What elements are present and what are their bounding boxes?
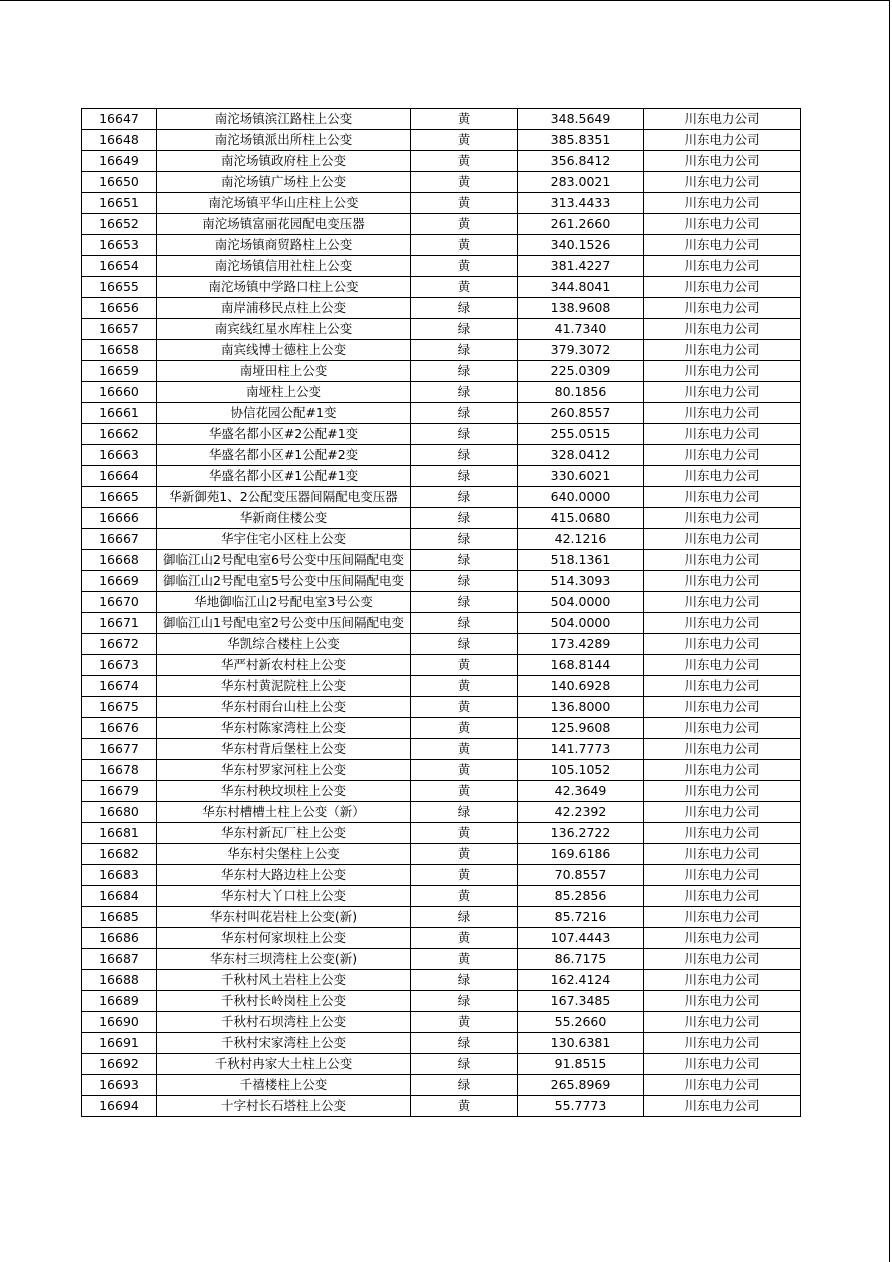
cell-id: 16651 — [82, 193, 157, 214]
table-row — [82, 1096, 801, 1117]
cell-company: 川东电力公司 — [644, 277, 801, 298]
cell-color: 绿 — [411, 613, 518, 634]
cell-value: 348.5649 — [518, 109, 644, 130]
cell-company: 川东电力公司 — [644, 487, 801, 508]
cell-company: 川东电力公司 — [644, 466, 801, 487]
cell-company: 川东电力公司 — [644, 424, 801, 445]
cell-value: 140.6928 — [518, 676, 644, 697]
cell-color: 黄 — [411, 760, 518, 781]
cell-value: 356.8412 — [518, 151, 644, 172]
cell-id: 16674 — [82, 676, 157, 697]
cell-value: 640.0000 — [518, 487, 644, 508]
cell-id: 16690 — [82, 1012, 157, 1033]
cell-name: 华东村槽槽土柱上公变（新） — [157, 802, 411, 823]
cell-name: 御临江山1号配电室2号公变中压间隔配电变 — [157, 613, 411, 634]
cell-color: 绿 — [411, 382, 518, 403]
cell-name: 南沱场镇滨江路柱上公变 — [157, 109, 411, 130]
table-row — [82, 214, 801, 235]
table-row — [82, 655, 801, 676]
cell-id: 16661 — [82, 403, 157, 424]
table-row — [82, 697, 801, 718]
cell-value: 41.7340 — [518, 319, 644, 340]
table-row — [82, 361, 801, 382]
table-row — [82, 781, 801, 802]
cell-color: 黄 — [411, 676, 518, 697]
cell-company: 川东电力公司 — [644, 991, 801, 1012]
cell-color: 黄 — [411, 1096, 518, 1117]
cell-id: 16677 — [82, 739, 157, 760]
cell-value: 504.0000 — [518, 613, 644, 634]
cell-company: 川东电力公司 — [644, 151, 801, 172]
cell-color: 黄 — [411, 823, 518, 844]
table-row — [82, 718, 801, 739]
cell-color: 绿 — [411, 529, 518, 550]
cell-company: 川东电力公司 — [644, 298, 801, 319]
cell-company: 川东电力公司 — [644, 823, 801, 844]
cell-name: 华东村三坝湾柱上公变(新) — [157, 949, 411, 970]
table-row — [82, 298, 801, 319]
cell-company: 川东电力公司 — [644, 676, 801, 697]
cell-value: 105.1052 — [518, 760, 644, 781]
cell-id: 16655 — [82, 277, 157, 298]
table-row — [82, 193, 801, 214]
cell-color: 黄 — [411, 718, 518, 739]
cell-company: 川东电力公司 — [644, 1075, 801, 1096]
cell-id: 16665 — [82, 487, 157, 508]
cell-value: 167.3485 — [518, 991, 644, 1012]
cell-color: 绿 — [411, 298, 518, 319]
cell-value: 381.4227 — [518, 256, 644, 277]
cell-name: 华东村罗家河柱上公变 — [157, 760, 411, 781]
cell-name: 华东村大路边柱上公变 — [157, 865, 411, 886]
cell-value: 42.2392 — [518, 802, 644, 823]
table-row — [82, 508, 801, 529]
cell-color: 黄 — [411, 844, 518, 865]
cell-company: 川东电力公司 — [644, 571, 801, 592]
cell-id: 16679 — [82, 781, 157, 802]
table-row — [82, 823, 801, 844]
cell-name: 南沱场镇派出所柱上公变 — [157, 130, 411, 151]
cell-name: 南宾线博士德柱上公变 — [157, 340, 411, 361]
cell-value: 415.0680 — [518, 508, 644, 529]
cell-color: 黄 — [411, 256, 518, 277]
table-row — [82, 928, 801, 949]
table-row — [82, 130, 801, 151]
cell-color: 绿 — [411, 802, 518, 823]
cell-company: 川东电力公司 — [644, 256, 801, 277]
cell-value: 86.7175 — [518, 949, 644, 970]
cell-company: 川东电力公司 — [644, 550, 801, 571]
cell-id: 16668 — [82, 550, 157, 571]
cell-color: 绿 — [411, 550, 518, 571]
cell-value: 330.6021 — [518, 466, 644, 487]
cell-name: 华东村新瓦厂柱上公变 — [157, 823, 411, 844]
cell-name: 南岸浦移民点柱上公变 — [157, 298, 411, 319]
cell-name: 南垭田柱上公变 — [157, 361, 411, 382]
cell-id: 16666 — [82, 508, 157, 529]
cell-company: 川东电力公司 — [644, 130, 801, 151]
cell-name: 华凯综合楼柱上公变 — [157, 634, 411, 655]
cell-company: 川东电力公司 — [644, 613, 801, 634]
cell-name: 南沱场镇商贸路柱上公变 — [157, 235, 411, 256]
cell-id: 16685 — [82, 907, 157, 928]
cell-color: 黄 — [411, 193, 518, 214]
table-row — [82, 592, 801, 613]
cell-company: 川东电力公司 — [644, 340, 801, 361]
cell-id: 16660 — [82, 382, 157, 403]
cell-color: 绿 — [411, 592, 518, 613]
table-row — [82, 634, 801, 655]
cell-name: 华东村尖堡柱上公变 — [157, 844, 411, 865]
cell-value: 85.2856 — [518, 886, 644, 907]
table-row — [82, 151, 801, 172]
cell-color: 绿 — [411, 634, 518, 655]
cell-company: 川东电力公司 — [644, 1012, 801, 1033]
cell-name: 华东村黄泥院柱上公变 — [157, 676, 411, 697]
table-row — [82, 613, 801, 634]
table-row — [82, 319, 801, 340]
cell-company: 川东电力公司 — [644, 844, 801, 865]
cell-name: 华宇住宅小区柱上公变 — [157, 529, 411, 550]
table-row — [82, 1012, 801, 1033]
cell-name: 协信花园公配#1变 — [157, 403, 411, 424]
table-row — [82, 172, 801, 193]
cell-color: 绿 — [411, 508, 518, 529]
cell-value: 265.8969 — [518, 1075, 644, 1096]
cell-name: 华盛名都小区#1公配#1变 — [157, 466, 411, 487]
cell-company: 川东电力公司 — [644, 802, 801, 823]
cell-value: 261.2660 — [518, 214, 644, 235]
cell-company: 川东电力公司 — [644, 592, 801, 613]
cell-value: 42.3649 — [518, 781, 644, 802]
cell-id: 16654 — [82, 256, 157, 277]
cell-color: 黄 — [411, 928, 518, 949]
cell-name: 千禧楼柱上公变 — [157, 1075, 411, 1096]
cell-id: 16657 — [82, 319, 157, 340]
cell-id: 16653 — [82, 235, 157, 256]
cell-color: 黄 — [411, 151, 518, 172]
cell-value: 162.4124 — [518, 970, 644, 991]
cell-name: 御临江山2号配电室6号公变中压间隔配电变 — [157, 550, 411, 571]
cell-name: 华盛名都小区#2公配#1变 — [157, 424, 411, 445]
table-row — [82, 739, 801, 760]
cell-id: 16680 — [82, 802, 157, 823]
cell-id: 16693 — [82, 1075, 157, 1096]
cell-company: 川东电力公司 — [644, 634, 801, 655]
table-row — [82, 382, 801, 403]
cell-color: 绿 — [411, 319, 518, 340]
table-row — [82, 571, 801, 592]
table-row — [82, 1054, 801, 1075]
table-row — [82, 907, 801, 928]
cell-color: 绿 — [411, 571, 518, 592]
cell-color: 绿 — [411, 466, 518, 487]
cell-name: 十字村长石塔柱上公变 — [157, 1096, 411, 1117]
cell-color: 黄 — [411, 1012, 518, 1033]
cell-id: 16688 — [82, 970, 157, 991]
table-row — [82, 991, 801, 1012]
cell-id: 16687 — [82, 949, 157, 970]
cell-name: 南宾线红星水库柱上公变 — [157, 319, 411, 340]
cell-name: 华东村大丫口柱上公变 — [157, 886, 411, 907]
cell-company: 川东电力公司 — [644, 1033, 801, 1054]
cell-company: 川东电力公司 — [644, 886, 801, 907]
cell-color: 绿 — [411, 907, 518, 928]
cell-id: 16669 — [82, 571, 157, 592]
table-body — [82, 109, 801, 1117]
cell-color: 绿 — [411, 1033, 518, 1054]
cell-name: 南垭柱上公变 — [157, 382, 411, 403]
table-row — [82, 760, 801, 781]
cell-name: 千秋村长岭岗柱上公变 — [157, 991, 411, 1012]
cell-value: 91.8515 — [518, 1054, 644, 1075]
cell-value: 85.7216 — [518, 907, 644, 928]
cell-name: 华新御苑1、2公配变压器间隔配电变压器 — [157, 487, 411, 508]
cell-company: 川东电力公司 — [644, 235, 801, 256]
cell-id: 16656 — [82, 298, 157, 319]
cell-company: 川东电力公司 — [644, 655, 801, 676]
cell-company: 川东电力公司 — [644, 949, 801, 970]
cell-company: 川东电力公司 — [644, 970, 801, 991]
cell-id: 16676 — [82, 718, 157, 739]
cell-name: 华东村背后堡柱上公变 — [157, 739, 411, 760]
cell-company: 川东电力公司 — [644, 697, 801, 718]
cell-color: 绿 — [411, 1054, 518, 1075]
cell-value: 379.3072 — [518, 340, 644, 361]
cell-id: 16649 — [82, 151, 157, 172]
data-table — [81, 108, 801, 1117]
cell-color: 绿 — [411, 445, 518, 466]
cell-value: 80.1856 — [518, 382, 644, 403]
cell-value: 138.9608 — [518, 298, 644, 319]
cell-name: 南沱场镇平华山庄柱上公变 — [157, 193, 411, 214]
cell-color: 黄 — [411, 865, 518, 886]
cell-company: 川东电力公司 — [644, 382, 801, 403]
cell-name: 华严村新农村柱上公变 — [157, 655, 411, 676]
cell-name: 华东村何家坝柱上公变 — [157, 928, 411, 949]
table-row — [82, 949, 801, 970]
cell-color: 黄 — [411, 949, 518, 970]
cell-id: 16662 — [82, 424, 157, 445]
cell-value: 313.4433 — [518, 193, 644, 214]
cell-value: 260.8557 — [518, 403, 644, 424]
cell-company: 川东电力公司 — [644, 1096, 801, 1117]
cell-company: 川东电力公司 — [644, 760, 801, 781]
cell-id: 16692 — [82, 1054, 157, 1075]
table-row — [82, 235, 801, 256]
cell-color: 黄 — [411, 697, 518, 718]
cell-value: 55.7773 — [518, 1096, 644, 1117]
cell-value: 107.4443 — [518, 928, 644, 949]
cell-value: 173.4289 — [518, 634, 644, 655]
cell-name: 华东村陈家湾柱上公变 — [157, 718, 411, 739]
cell-company: 川东电力公司 — [644, 193, 801, 214]
cell-value: 136.8000 — [518, 697, 644, 718]
cell-color: 黄 — [411, 109, 518, 130]
cell-name: 御临江山2号配电室5号公变中压间隔配电变 — [157, 571, 411, 592]
cell-color: 绿 — [411, 424, 518, 445]
table-row — [82, 844, 801, 865]
cell-company: 川东电力公司 — [644, 907, 801, 928]
cell-value: 283.0021 — [518, 172, 644, 193]
cell-id: 16681 — [82, 823, 157, 844]
cell-name: 南沱场镇广场柱上公变 — [157, 172, 411, 193]
cell-name: 南沱场镇富丽花园配电变压器 — [157, 214, 411, 235]
cell-id: 16659 — [82, 361, 157, 382]
cell-name: 千秋村冉家大土柱上公变 — [157, 1054, 411, 1075]
table-row — [82, 676, 801, 697]
cell-id: 16684 — [82, 886, 157, 907]
cell-id: 16647 — [82, 109, 157, 130]
cell-color: 绿 — [411, 1075, 518, 1096]
cell-color: 黄 — [411, 214, 518, 235]
cell-company: 川东电力公司 — [644, 172, 801, 193]
cell-name: 千秋村风土岩柱上公变 — [157, 970, 411, 991]
cell-color: 黄 — [411, 781, 518, 802]
table-row — [82, 403, 801, 424]
cell-id: 16691 — [82, 1033, 157, 1054]
table-row — [82, 1075, 801, 1096]
cell-value: 340.1526 — [518, 235, 644, 256]
cell-name: 华东村叫花岩柱上公变(新) — [157, 907, 411, 928]
cell-name: 千秋村宋家湾柱上公变 — [157, 1033, 411, 1054]
cell-id: 16673 — [82, 655, 157, 676]
cell-color: 黄 — [411, 235, 518, 256]
table-row — [82, 550, 801, 571]
table-row — [82, 466, 801, 487]
cell-value: 125.9608 — [518, 718, 644, 739]
cell-color: 黄 — [411, 130, 518, 151]
table-row — [82, 109, 801, 130]
cell-id: 16658 — [82, 340, 157, 361]
cell-name: 千秋村石坝湾柱上公变 — [157, 1012, 411, 1033]
cell-company: 川东电力公司 — [644, 739, 801, 760]
cell-company: 川东电力公司 — [644, 718, 801, 739]
table-row — [82, 802, 801, 823]
cell-name: 南沱场镇中学路口柱上公变 — [157, 277, 411, 298]
cell-company: 川东电力公司 — [644, 361, 801, 382]
cell-value: 136.2722 — [518, 823, 644, 844]
cell-value: 255.0515 — [518, 424, 644, 445]
cell-id: 16682 — [82, 844, 157, 865]
cell-value: 225.0309 — [518, 361, 644, 382]
cell-name: 华盛名都小区#1公配#2变 — [157, 445, 411, 466]
cell-id: 16670 — [82, 592, 157, 613]
cell-id: 16650 — [82, 172, 157, 193]
cell-value: 168.8144 — [518, 655, 644, 676]
cell-color: 黄 — [411, 655, 518, 676]
cell-id: 16678 — [82, 760, 157, 781]
cell-id: 16694 — [82, 1096, 157, 1117]
cell-value: 42.1216 — [518, 529, 644, 550]
cell-id: 16683 — [82, 865, 157, 886]
table-row — [82, 487, 801, 508]
cell-color: 绿 — [411, 991, 518, 1012]
cell-name: 南沱场镇政府柱上公变 — [157, 151, 411, 172]
cell-value: 141.7773 — [518, 739, 644, 760]
cell-value: 344.8041 — [518, 277, 644, 298]
table-row — [82, 970, 801, 991]
table-row — [82, 277, 801, 298]
cell-id: 16671 — [82, 613, 157, 634]
cell-company: 川东电力公司 — [644, 214, 801, 235]
cell-id: 16667 — [82, 529, 157, 550]
cell-color: 绿 — [411, 403, 518, 424]
cell-color: 黄 — [411, 886, 518, 907]
cell-color: 绿 — [411, 970, 518, 991]
cell-company: 川东电力公司 — [644, 928, 801, 949]
cell-id: 16686 — [82, 928, 157, 949]
cell-color: 绿 — [411, 340, 518, 361]
cell-id: 16672 — [82, 634, 157, 655]
cell-value: 169.6186 — [518, 844, 644, 865]
cell-company: 川东电力公司 — [644, 319, 801, 340]
cell-company: 川东电力公司 — [644, 403, 801, 424]
table-row — [82, 256, 801, 277]
table-row — [82, 886, 801, 907]
cell-id: 16689 — [82, 991, 157, 1012]
cell-name: 南沱场镇信用社柱上公变 — [157, 256, 411, 277]
table-row — [82, 340, 801, 361]
cell-company: 川东电力公司 — [644, 109, 801, 130]
cell-name: 华新商住楼公变 — [157, 508, 411, 529]
cell-id: 16648 — [82, 130, 157, 151]
cell-company: 川东电力公司 — [644, 865, 801, 886]
cell-company: 川东电力公司 — [644, 445, 801, 466]
cell-value: 518.1361 — [518, 550, 644, 571]
table-row — [82, 865, 801, 886]
cell-id: 16664 — [82, 466, 157, 487]
table-row — [82, 529, 801, 550]
cell-color: 黄 — [411, 739, 518, 760]
cell-value: 55.2660 — [518, 1012, 644, 1033]
cell-name: 华地御临江山2号配电室3号公变 — [157, 592, 411, 613]
table-row — [82, 424, 801, 445]
table-row — [82, 445, 801, 466]
table-row — [82, 1033, 801, 1054]
cell-value: 504.0000 — [518, 592, 644, 613]
cell-color: 绿 — [411, 487, 518, 508]
cell-company: 川东电力公司 — [644, 529, 801, 550]
cell-color: 绿 — [411, 361, 518, 382]
cell-value: 514.3093 — [518, 571, 644, 592]
cell-company: 川东电力公司 — [644, 1054, 801, 1075]
cell-company: 川东电力公司 — [644, 781, 801, 802]
cell-id: 16675 — [82, 697, 157, 718]
cell-id: 16663 — [82, 445, 157, 466]
cell-value: 130.6381 — [518, 1033, 644, 1054]
cell-company: 川东电力公司 — [644, 508, 801, 529]
cell-value: 385.8351 — [518, 130, 644, 151]
cell-id: 16652 — [82, 214, 157, 235]
cell-color: 黄 — [411, 277, 518, 298]
cell-value: 70.8557 — [518, 865, 644, 886]
cell-color: 黄 — [411, 172, 518, 193]
cell-value: 328.0412 — [518, 445, 644, 466]
cell-name: 华东村雨台山柱上公变 — [157, 697, 411, 718]
cell-name: 华东村秧坟坝柱上公变 — [157, 781, 411, 802]
